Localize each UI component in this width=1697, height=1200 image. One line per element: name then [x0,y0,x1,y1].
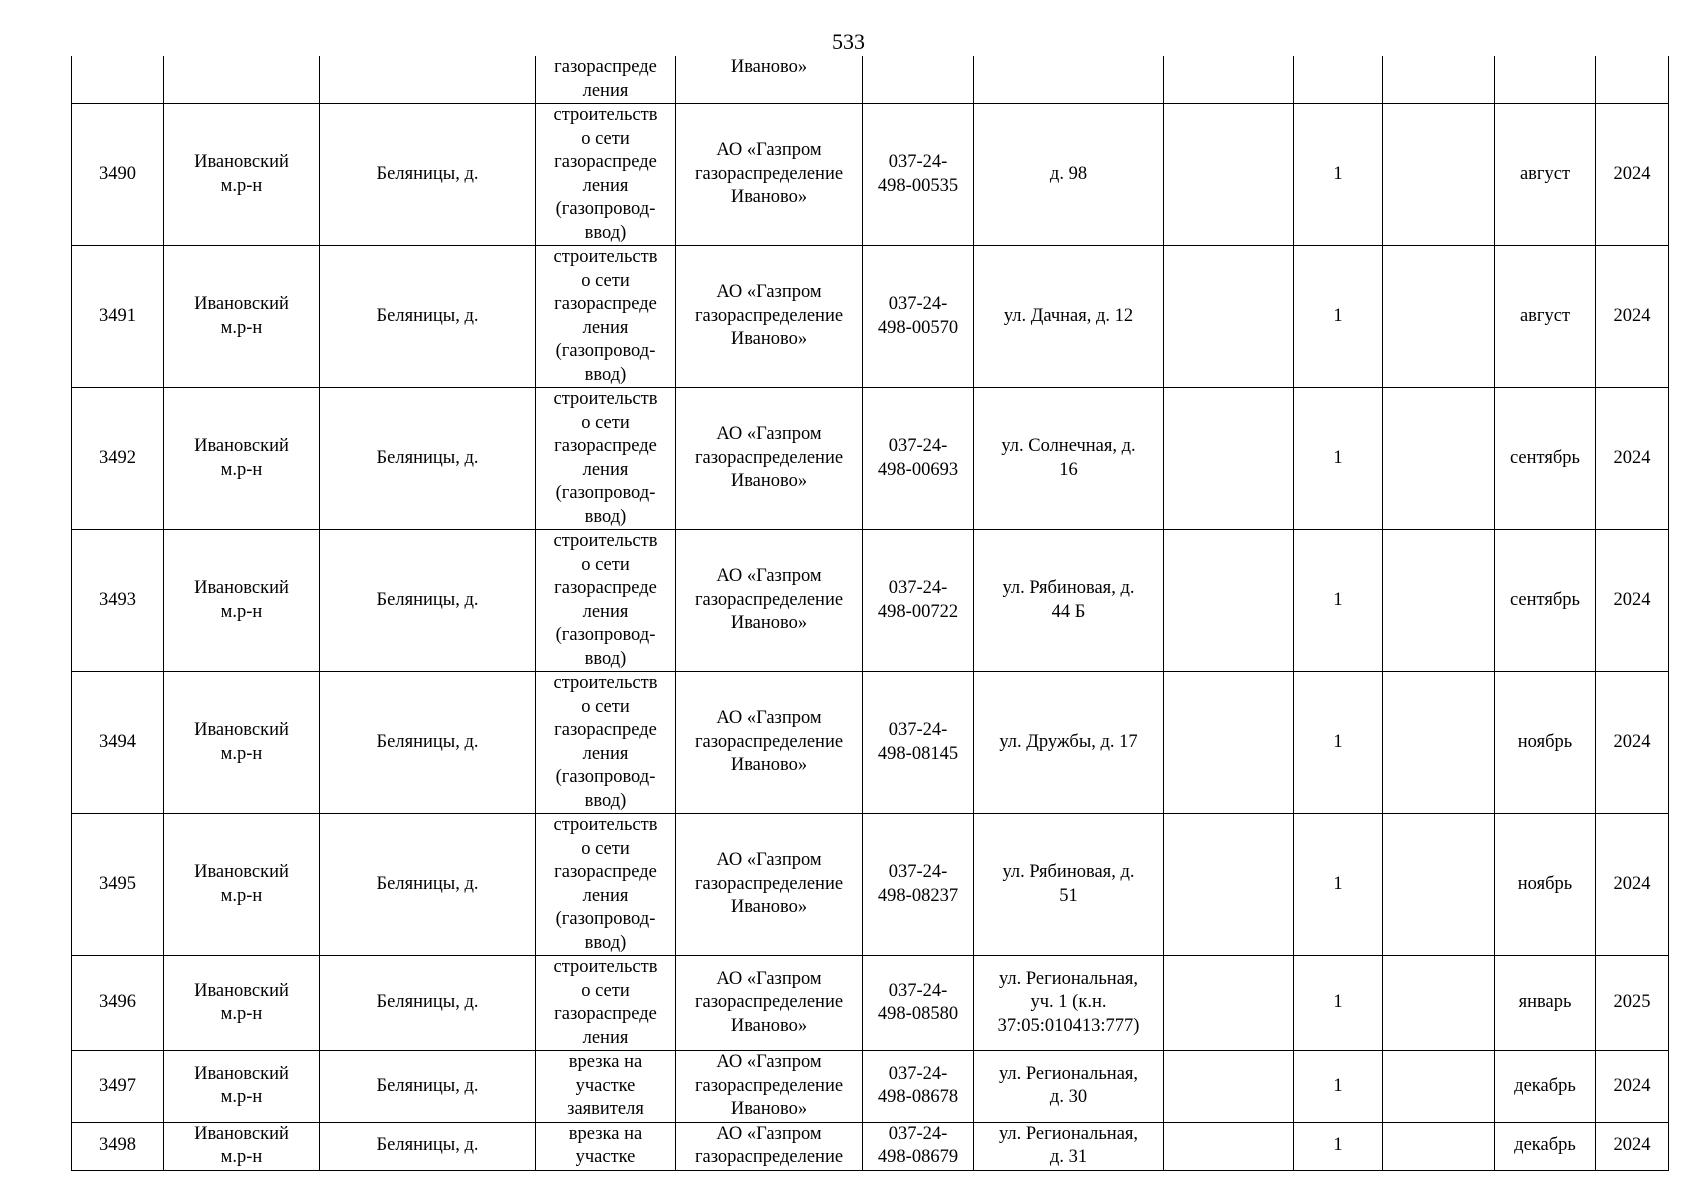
cell-month: декабрь [1495,1122,1596,1170]
cell-line: м.р-н [220,459,263,480]
cell-line: 498-00535 [877,175,959,196]
cell-code [863,104,974,246]
cell-organization [676,530,863,672]
cell-line: 37:05:010413:777) [997,1015,1140,1036]
cell-work-type [536,56,676,104]
cell-col8 [1164,672,1294,814]
cell-line: м.р-н [220,885,263,906]
cell-district [164,530,320,672]
cell-year: 2025 [1596,956,1669,1051]
cell-locality: Беляницы, д. [320,814,536,956]
cell-line: строительств [553,105,658,125]
cell-line: 037-24- [888,294,948,314]
cell-year: 2024 [1596,672,1669,814]
cell-line: газораспреде [554,152,657,172]
registry-body [72,56,1669,1170]
cell-line: строительств [553,531,658,551]
cell-col10 [1383,246,1495,388]
cell-year [1596,56,1669,104]
page-number: 533 [832,29,865,54]
cell-address [974,956,1164,1051]
cell-district [164,388,320,530]
cell-line: газораспреде [554,1004,657,1024]
cell-no: 3496 [72,956,164,1051]
cell-col8 [1164,956,1294,1051]
cell-line: Иваново» [730,1015,808,1036]
cell-line: ления [582,80,629,101]
cell-col10 [1383,956,1495,1051]
cell-line: 498-08679 [877,1147,959,1167]
cell-line: м.р-н [220,743,263,764]
cell-line: о сети [581,412,630,433]
cell-line: 498-00722 [877,601,959,622]
cell-organization [676,104,863,246]
cell-month: ноябрь [1495,672,1596,814]
cell-line: АО «Газпром [716,1123,822,1144]
cell-line: д. 31 [1049,1147,1088,1167]
cell-count: 1 [1294,1051,1383,1123]
cell-no: 3490 [72,104,164,246]
cell-line: АО «Газпром [716,968,822,989]
cell-line: Иваново» [730,613,808,634]
cell-count: 1 [1294,672,1383,814]
cell-line: ввод) [584,790,627,811]
cell-line: врезка на [568,1052,643,1072]
cell-organization [676,956,863,1051]
table-row [72,388,1669,530]
cell-line: 498-08678 [877,1087,959,1108]
cell-line: газораспределение [694,731,844,752]
cell-line: м.р-н [220,601,263,622]
cell-line: ления [582,601,629,622]
cell-district [164,56,320,104]
cell-line: 037-24- [888,862,948,882]
cell-col8 [1164,814,1294,956]
cell-line: м.р-н [220,175,263,196]
cell-year: 2024 [1596,814,1669,956]
cell-col10 [1383,814,1495,956]
cell-line: газораспреде [554,862,657,882]
cell-col10 [1383,672,1495,814]
cell-code [863,246,974,388]
cell-line: газораспреде [554,720,657,740]
cell-line: Ивановский [194,1063,289,1084]
cell-count: 1 [1294,246,1383,388]
cell-code [863,388,974,530]
cell-count: 1 [1294,104,1383,246]
cell-locality: Беляницы, д. [320,388,536,530]
cell-locality: Беляницы, д. [320,530,536,672]
cell-locality: Беляницы, д. [320,1122,536,1170]
cell-line: строительств [553,673,658,693]
cell-month: сентябрь [1495,388,1596,530]
cell-no: 3498 [72,1122,164,1170]
cell-line: Ивановский [194,152,289,172]
cell-line: о сети [581,270,630,291]
cell-line: ления [582,743,629,764]
table-row [72,530,1669,672]
cell-line: о сети [581,554,630,575]
cell-district [164,956,320,1051]
cell-locality: Беляницы, д. [320,1051,536,1123]
cell-locality: Беляницы, д. [320,672,536,814]
cell-line: 44 Б [1051,601,1086,622]
cell-work-type [536,814,676,956]
cell-year: 2024 [1596,388,1669,530]
cell-line: 037-24- [888,1123,948,1144]
cell-line: 498-00693 [877,459,959,480]
cell-work-type [536,1122,676,1170]
cell-line: газораспределение [694,447,844,468]
cell-line: 498-08237 [877,885,959,906]
cell-line: газораспределение [694,1075,844,1096]
cell-line: строительств [553,815,658,835]
cell-line: строительств [553,957,658,977]
cell-address [974,530,1164,672]
cell-line: уч. 1 (к.н. [1030,992,1107,1013]
cell-line: Иваново» [730,1099,808,1119]
cell-month: август [1495,104,1596,246]
cell-line: Ивановский [194,720,289,740]
cell-line: 037-24- [888,980,948,1001]
cell-line: о сети [581,696,630,717]
cell-district [164,672,320,814]
cell-line: ул. Рябиновая, д. [1002,862,1135,882]
cell-line: м.р-н [220,1004,263,1024]
cell-line: газораспределение [694,1147,844,1167]
cell-line: АО «Газпром [716,708,822,729]
cell-line: участке [575,1075,636,1096]
cell-line: 037-24- [888,436,948,456]
cell-month: август [1495,246,1596,388]
cell-line: газораспреде [554,436,657,456]
cell-line: газораспределение [694,992,844,1013]
cell-col10 [1383,530,1495,672]
cell-col10 [1383,104,1495,246]
table-row [72,814,1669,956]
cell-line: газораспреде [554,294,657,314]
cell-line: газораспреде [554,578,657,598]
cell-work-type [536,246,676,388]
table-row [72,672,1669,814]
cell-line: ул. Дачная, д. 12 [1003,305,1134,326]
cell-locality: Беляницы, д. [320,956,536,1051]
cell-code [863,814,974,956]
cell-district [164,814,320,956]
cell-line: ления [582,317,629,338]
cell-line: ления [582,885,629,906]
registry-table [71,56,1669,1171]
cell-district [164,104,320,246]
cell-no: 3497 [72,1051,164,1123]
cell-line: ввод) [584,506,627,527]
cell-col8 [1164,530,1294,672]
cell-line: газораспределение [694,163,844,184]
cell-line: ввод) [584,364,627,385]
cell-organization [676,1122,863,1170]
cell-organization [676,672,863,814]
cell-address [974,388,1164,530]
cell-line: 037-24- [888,1063,948,1084]
cell-no: 3494 [72,672,164,814]
cell-line: ления [582,175,629,196]
cell-organization [676,246,863,388]
cell-district [164,1051,320,1123]
cell-year: 2024 [1596,530,1669,672]
continuation-row [72,56,1669,104]
table-row [72,246,1669,388]
cell-line: 037-24- [888,578,948,598]
cell-line: Иваново» [730,57,808,77]
cell-count [1294,56,1383,104]
cell-line: (газопровод- [555,483,656,503]
cell-count: 1 [1294,814,1383,956]
cell-col8 [1164,1051,1294,1123]
cell-line: 16 [1059,459,1078,480]
cell-col8 [1164,246,1294,388]
cell-col8 [1164,104,1294,246]
cell-line: газораспреде [554,57,657,77]
cell-line: (газопровод- [555,625,656,645]
cell-month: декабрь [1495,1051,1596,1123]
cell-work-type [536,104,676,246]
cell-year: 2024 [1596,104,1669,246]
cell-line: (газопровод- [555,199,656,219]
cell-locality [320,56,536,104]
cell-line: ул. Региональная, [998,1123,1139,1144]
cell-col10 [1383,1051,1495,1123]
cell-address [974,246,1164,388]
cell-line: ул. Рябиновая, д. [1002,578,1135,598]
cell-line: м.р-н [220,1147,263,1167]
cell-district [164,246,320,388]
cell-no [72,56,164,104]
cell-month [1495,56,1596,104]
cell-line: д. 98 [1049,163,1088,184]
cell-count: 1 [1294,388,1383,530]
cell-col8 [1164,388,1294,530]
cell-line: Ивановский [194,1123,289,1144]
cell-code [863,956,974,1051]
cell-address [974,814,1164,956]
cell-line: о сети [581,128,630,149]
cell-organization [676,1051,863,1123]
cell-line: Иваново» [730,187,808,208]
cell-line: Ивановский [194,578,289,598]
cell-line: д. 30 [1049,1087,1088,1108]
cell-month: ноябрь [1495,814,1596,956]
cell-line: Иваново» [730,471,808,492]
cell-line: Иваново» [730,755,808,776]
cell-line: АО «Газпром [716,282,822,303]
cell-address [974,672,1164,814]
cell-locality: Беляницы, д. [320,104,536,246]
cell-code [863,530,974,672]
cell-line: о сети [581,980,630,1001]
cell-line: ул. Дружбы, д. 17 [999,731,1138,752]
cell-col10 [1383,1122,1495,1170]
table-row [72,104,1669,246]
table-row [72,956,1669,1051]
cell-line: ул. Региональная, [998,1063,1139,1084]
cell-col10 [1383,388,1495,530]
cell-count: 1 [1294,530,1383,672]
cell-work-type [536,1051,676,1123]
cell-work-type [536,956,676,1051]
cell-line: ул. Региональная, [998,968,1139,989]
cell-count: 1 [1294,1122,1383,1170]
cell-work-type [536,530,676,672]
table-row [72,1051,1669,1123]
cell-line: строительств [553,247,658,267]
cell-line: участке [575,1147,636,1167]
cell-line: АО «Газпром [716,1052,822,1072]
cell-no: 3493 [72,530,164,672]
cell-line: заявителя [567,1099,644,1119]
cell-year: 2024 [1596,1051,1669,1123]
cell-month: январь [1495,956,1596,1051]
cell-line: Иваново» [730,897,808,918]
table-row [72,1122,1669,1170]
cell-year: 2024 [1596,1122,1669,1170]
cell-line: газораспределение [694,589,844,610]
cell-line: о сети [581,838,630,859]
cell-month: сентябрь [1495,530,1596,672]
cell-no: 3495 [72,814,164,956]
cell-organization [676,388,863,530]
cell-line: 498-08145 [877,743,959,764]
cell-address [974,1122,1164,1170]
cell-line: 51 [1059,885,1078,906]
cell-code [863,56,974,104]
cell-line: 498-08580 [877,1004,959,1024]
cell-line: м.р-н [220,1087,263,1108]
cell-organization [676,56,863,104]
cell-count: 1 [1294,956,1383,1051]
cell-line: (газопровод- [555,341,656,361]
cell-line: Иваново» [730,329,808,350]
cell-code [863,1122,974,1170]
cell-line: Ивановский [194,862,289,882]
cell-work-type [536,388,676,530]
cell-line: строительств [553,389,658,409]
cell-line: ввод) [584,222,627,243]
cell-col8 [1164,1122,1294,1170]
cell-district [164,1122,320,1170]
cell-address [974,1051,1164,1123]
cell-code [863,1051,974,1123]
cell-organization [676,814,863,956]
cell-col8 [1164,56,1294,104]
cell-code [863,672,974,814]
cell-line: АО «Газпром [716,566,822,587]
cell-line: ления [582,459,629,480]
cell-line: Ивановский [194,980,289,1001]
cell-line: АО «Газпром [716,140,822,161]
cell-address [974,56,1164,104]
cell-line: (газопровод- [555,767,656,787]
cell-line: ввод) [584,648,627,669]
cell-line: газораспределение [694,873,844,894]
cell-work-type [536,672,676,814]
cell-line: Ивановский [194,294,289,314]
cell-line: врезка на [568,1123,643,1144]
cell-line: АО «Газпром [716,424,822,445]
cell-line: газораспределение [694,305,844,326]
cell-line: 037-24- [888,720,948,740]
cell-line: ления [582,1027,629,1048]
cell-no: 3491 [72,246,164,388]
cell-col10 [1383,56,1495,104]
cell-line: 498-00570 [877,317,959,338]
cell-line: (газопровод- [555,909,656,929]
cell-line: 037-24- [888,152,948,172]
cell-no: 3492 [72,388,164,530]
cell-address [974,104,1164,246]
cell-locality: Беляницы, д. [320,246,536,388]
cell-year: 2024 [1596,246,1669,388]
cell-line: АО «Газпром [716,850,822,871]
cell-line: Ивановский [194,436,289,456]
cell-line: ул. Солнечная, д. [1001,436,1136,456]
cell-line: ввод) [584,932,627,953]
cell-line: м.р-н [220,317,263,338]
